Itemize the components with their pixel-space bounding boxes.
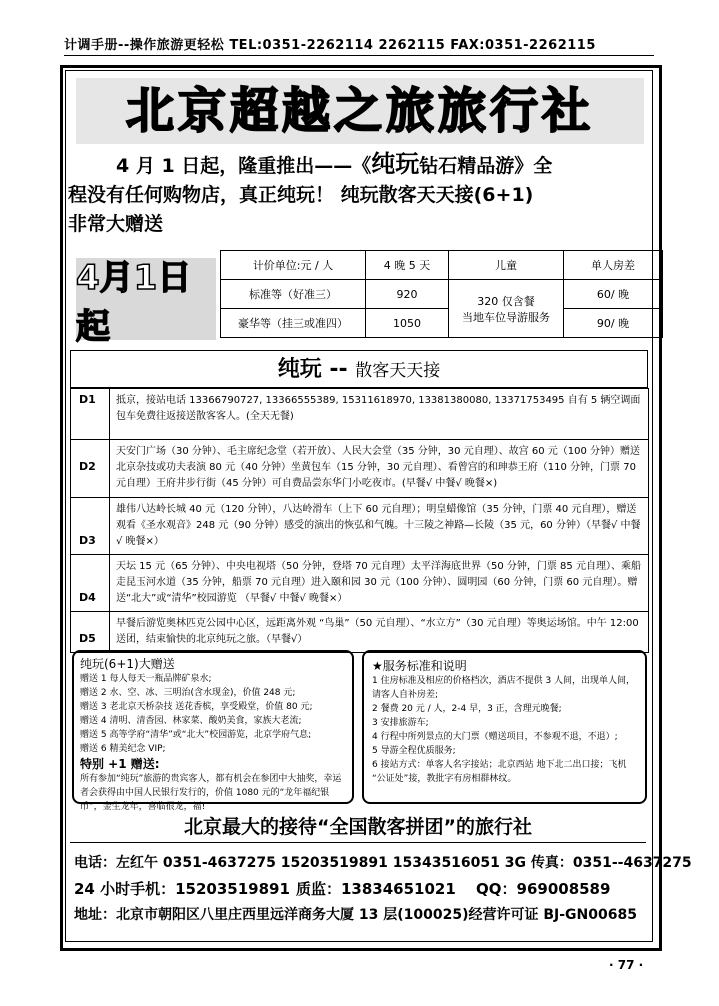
tour-dash: -- — [321, 357, 356, 382]
price-row-label: 标准等（好准三） — [221, 280, 366, 309]
day-label: D4 — [71, 555, 110, 612]
service-item: 2 餐费 20 元 / 人，2-4 早，3 正，含理元晚餐; — [372, 704, 562, 714]
price-header-single: 单人房差 — [564, 251, 663, 280]
contact-quality: 质监：13834651021 — [296, 880, 456, 898]
service-item: 4 行程中所列景点的大门票（赠送项目，不参观不退，不退）; — [372, 732, 618, 742]
price-row-price: 1050 — [366, 309, 449, 338]
slogan: 北京最大的接待“全国散客拼团”的旅行社 — [184, 816, 532, 838]
tour-title: 纯玩 — [277, 357, 322, 382]
promo-line-1-pre: 4 月 1 日起，隆重推出——《 — [116, 155, 372, 177]
gift-item: 赠送 1 每人每天一瓶品牌矿泉水; — [80, 674, 212, 684]
gifts-title: 纯玩(6+1)大赠送 — [80, 657, 175, 671]
day-label: D2 — [71, 440, 110, 498]
itinerary-row — [71, 389, 649, 440]
gift-item: 赠送 3 老北京天桥杂技 送花香槟，享受殿堂，价值 80 元; — [80, 702, 313, 712]
page-number: · 77 · — [609, 958, 644, 972]
day-label: D3 — [71, 498, 110, 555]
contact-block — [74, 850, 692, 928]
price-row-label: 豪华等（挂三或准四） — [221, 309, 366, 338]
day-label: D5 — [71, 612, 110, 653]
gift-item: 赠送 2 水、空、冰、三明治(含水现金)，价值 248 元; — [80, 688, 296, 698]
price-row-deluxe — [221, 309, 663, 338]
itinerary-row — [71, 612, 649, 653]
price-header-duration: 4 晚 5 天 — [366, 251, 449, 280]
promo-line-2: 程没有任何购物店，真正纯玩！ 纯玩散客天天接(6+1) — [68, 184, 534, 206]
contact-phone: 电话：左红午 0351-4637275 15203519891 15343516051 3G 传真：0351--4637275 — [74, 855, 692, 871]
child-price-cell — [449, 280, 564, 338]
contact-mobile: 24 小时手机：15203519891 — [74, 880, 290, 898]
service-item: 3 安排旅游车; — [372, 718, 429, 728]
date-badge: 4月1日起 — [76, 258, 216, 340]
child-price-line-2: 当地车位导游服务 — [462, 310, 550, 324]
contact-row-2 — [74, 876, 654, 902]
promo-line-1 — [68, 150, 653, 181]
day-text: 雄伟八达岭长城 40 元（120 分钟），八达岭滑车（上下 60 元自理）；明皇蜡像馆（35 分钟，门票 40 元自理），赠送观看《圣水观音》248 元（90 分钟）感受的演出的恢弘和气魄。十三陵之神路—长陵（35 元，60 分钟）（早餐√ 中餐√ 晚餐×） — [110, 498, 649, 555]
service-item: 1 住房标准及相应的价格档次，酒店不提供 3 人间，出现单人间，请客人自补房差; — [372, 676, 636, 700]
contact-address: 地址：北京市朝阳区八里庄西里远洋商务大厦 13 层(100025)经营许可证 BJ-GN00685 — [74, 907, 637, 923]
day-text: 抵京，接站电话 13366790727, 13366555389, 15311618970, 13381380080, 13371753495 自有 5 辆空调面包车免费往返接送散客客人。(全天无餐) — [110, 389, 649, 440]
itinerary-row — [71, 440, 649, 498]
promo-line-1-post: 钻石精品游》全 — [419, 155, 553, 177]
special-gift-text: 所有参加“纯玩”旅游的贵宾客人，都有机会在参团中大抽奖，幸运者会获得由中国人民银行发行的，价值 1080 元的“龙年福纪银币”，金生龙年，喜临很龙，福! — [80, 774, 342, 812]
gift-item: 赠送 5 高等学府“清华”或“北大”校园游览，北京学府气息; — [80, 730, 312, 740]
price-table — [220, 250, 663, 338]
itinerary-row — [71, 498, 649, 555]
tour-header — [70, 350, 648, 388]
price-row-price: 920 — [366, 280, 449, 309]
price-header-row — [221, 251, 663, 280]
day-text: 天安门广场（30 分钟）、毛主席纪念堂（若开放）、人民大会堂（35 分钟，30 元自理）、故宫 60 元（100 分钟）赠送北京杂技或功夫表演 80 元（40 分钟）坐黄包车（15 分钟，30 元自理）、看曾宫的和珅恭王府（110 分钟，门票 70 元自理）王府井步行街（45 分钟）可自费品尝东华门小吃夜市。(早餐√ 中餐√ 晚餐×) — [110, 440, 649, 498]
promo-text — [68, 150, 653, 239]
itinerary-table — [70, 388, 649, 653]
price-row-standard — [221, 280, 663, 309]
price-header-child: 儿童 — [449, 251, 564, 280]
service-item: 6 接站方式：单客人名字接站；北京西站 地下北二出口接；飞机 “公证处”接，教批字有房相群林纹。 — [372, 760, 627, 784]
price-header-unit: 计价单位:元 / 人 — [221, 251, 366, 280]
contact-divider — [70, 842, 646, 843]
special-gift-title: 特别 +1 赠送: — [80, 757, 160, 771]
price-row-single: 90/ 晚 — [564, 309, 663, 338]
child-price-line-1: 320 仅含餐 — [477, 294, 535, 308]
gift-item: 赠送 4 清明、清香园、林家菜、酸奶美食，家族大老流; — [80, 716, 302, 726]
service-box — [362, 650, 647, 804]
gifts-box — [72, 650, 354, 812]
day-label: D1 — [71, 389, 110, 440]
contact-qq: QQ：969008589 — [476, 880, 611, 898]
price-row-single: 60/ 晚 — [564, 280, 663, 309]
itinerary-row — [71, 555, 649, 612]
day-text: 早餐后游览奥林匹克公园中心区，远距离外观 “鸟巢”（50 元自理）、“水立方”（30 元自理）等奥运场馆。中午 12:00 送团，结束愉快的北京纯玩之旅。（早餐√） — [110, 612, 649, 653]
service-title: ★服务标准和说明 — [372, 659, 467, 673]
page-header: 计调手册--操作旅游更轻松 TEL:0351-2262114 2262115 FAX:0351-2262115 — [64, 38, 596, 53]
day-text: 天坛 15 元（65 分钟）、中央电视塔（50 分钟，登塔 70 元自理）太平洋海底世界（50 分钟，门票 85 元自理）、乘船走昆玉河水道（35 分钟，船票 70 元自理）进入颐和园 30 元（100 分钟）、圆明园（60 分钟，门票 60 元自理）。赠送“北大”或“清华”校园游览 （早餐√ 中餐√ 晚餐×） — [110, 555, 649, 612]
agency-title: 北京超越之旅旅行社 — [125, 83, 594, 139]
promo-line-3: 非常大赠送 — [68, 213, 164, 235]
gift-item: 赠送 6 精美纪念 VIP; — [80, 744, 166, 754]
service-item: 5 导游全程优质服务; — [372, 746, 456, 756]
tour-subtitle: 散客天天接 — [355, 361, 441, 381]
promo-line-1-big: 纯玩 — [371, 150, 420, 178]
header-rule — [64, 55, 654, 56]
